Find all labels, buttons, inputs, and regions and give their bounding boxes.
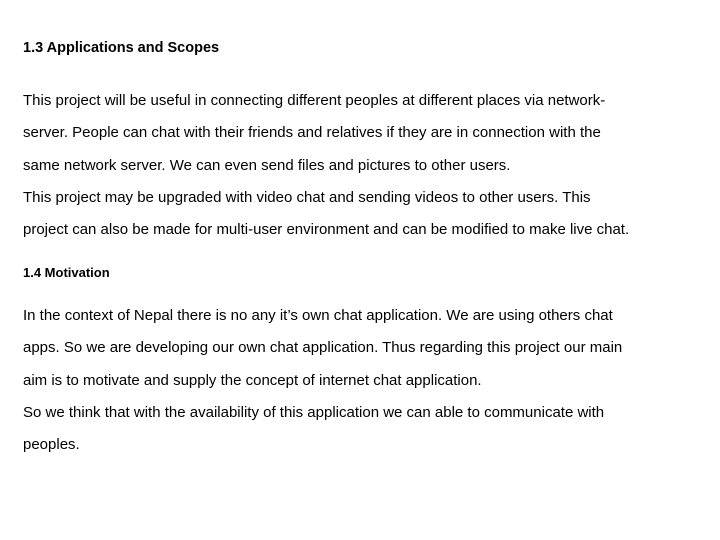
text-line: aim is to motivate and supply the concept of internet chat application. (23, 371, 482, 389)
text-line: This project will be useful in connecting different peoples at different places via network- (23, 92, 606, 109)
text-line: In the context of Nepal there is no any it’s own chat application. We are using others chat (23, 307, 613, 324)
paragraph-applications-1 (23, 85, 605, 182)
text-line: This project may be upgraded with video chat and sending videos to other users. This (23, 189, 591, 206)
text-line: So we think that with the availability of this application we can able to communicate with (23, 404, 605, 421)
text-line: peoples. (23, 436, 80, 454)
paragraph-applications-2 (23, 182, 629, 247)
paragraph-motivation-1 (23, 300, 622, 397)
text-line: project can also be made for multi-user environment and can be modified to make live chat. (23, 221, 630, 239)
text-line: server. People can chat with their friends and relatives if they are in connection with the (23, 124, 601, 142)
section-heading-motivation: 1.4 Motivation (23, 265, 110, 280)
section-heading-applications-scopes: 1.3 Applications and Scopes (23, 40, 220, 56)
text-line: apps. So we are developing our own chat application. Thus regarding this project our main (23, 339, 623, 357)
paragraph-motivation-2 (23, 397, 604, 462)
text-line: same network server. We can even send files and pictures to other users. (23, 156, 511, 174)
